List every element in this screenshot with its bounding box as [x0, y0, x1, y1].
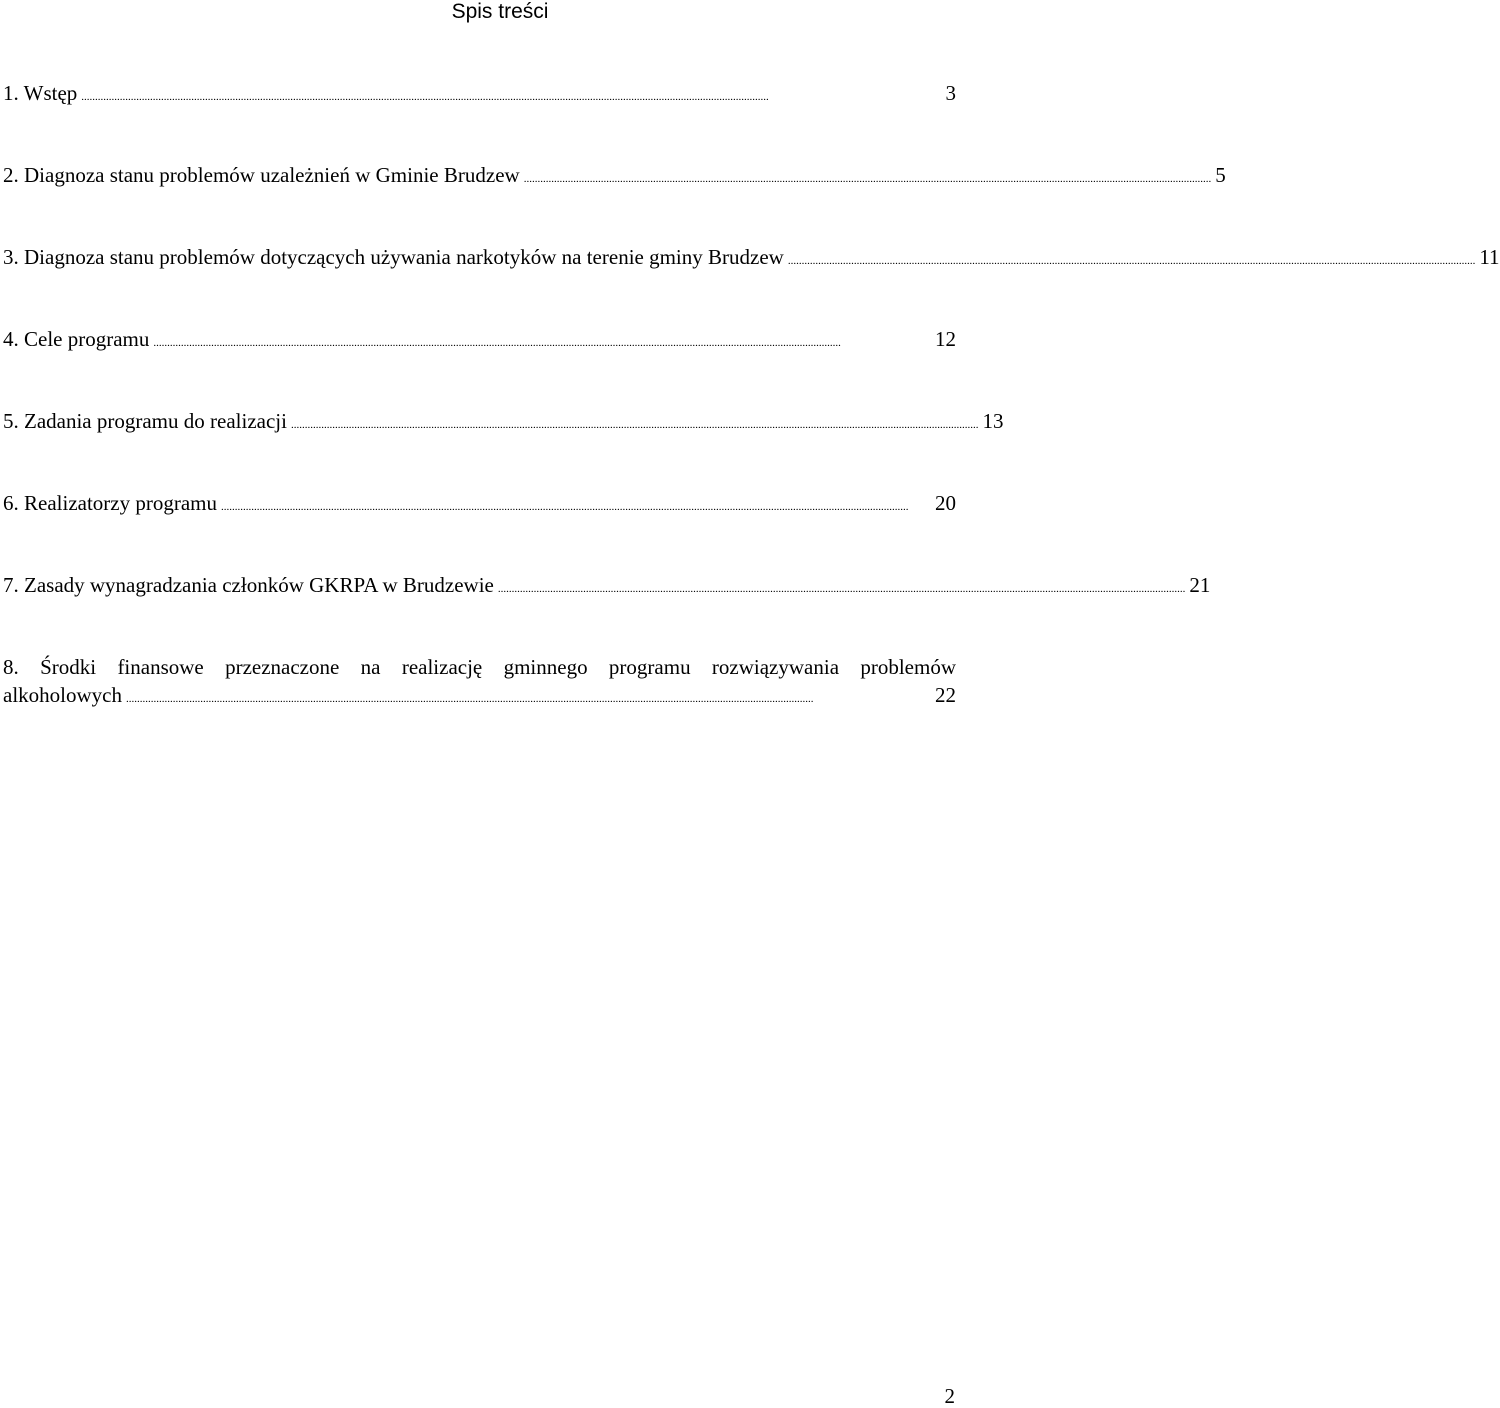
toc-entry-4[interactable] [3, 326, 956, 356]
toc-entry-text: 2. Diagnoza stanu problemów uzależnień w Gminie Brudzew [3, 163, 520, 187]
toc-entry-5[interactable] [3, 408, 1004, 438]
toc-entry-page: 21 [1189, 573, 1211, 597]
toc-leader-dots: .......................................................................................................................................................................................................................................................... [290, 419, 979, 431]
toc-entry-2[interactable] [3, 162, 1226, 192]
toc-leader-dots: .......................................................................................................................................................................................................................................................... [125, 693, 814, 705]
toc-entry-page: 12 [935, 327, 956, 351]
toc-entry-7[interactable] [3, 572, 1211, 602]
toc-leader-dots: .......................................................................................................................................................................................................................................................... [523, 173, 1212, 185]
toc-entry-page: 13 [982, 409, 1004, 433]
toc-entry-6[interactable] [3, 490, 956, 520]
toc-entry-page: 5 [1215, 163, 1226, 187]
toc-entry-page: 3 [945, 81, 956, 105]
toc-entry-text: 7. Zasady wynagradzania członków GKRPA w Brudzewie [3, 573, 494, 597]
toc-entry-text: 4. Cele programu [3, 327, 150, 351]
page-title: Spis treści [451, 0, 549, 23]
toc-entry-text: 6. Realizatorzy programu [3, 491, 217, 515]
toc-entry-text: alkoholowych [3, 683, 122, 707]
toc-entry-text: 3. Diagnoza stanu problemów dotyczących używania narkotyków na terenie gminy Brudzew [3, 245, 784, 269]
toc-leader-dots: .......................................................................................................................................................................................................................................................... [153, 337, 841, 349]
toc-entry-8[interactable] [3, 682, 956, 712]
toc-entry-3[interactable] [3, 244, 1500, 274]
toc-entry-page: 22 [935, 683, 956, 707]
toc-leader-dots: .......................................................................................................................................................................................................................................................... [497, 583, 1186, 595]
toc-entry-text: 1. Wstęp [3, 81, 78, 105]
toc-entry-page: 11 [1479, 245, 1500, 269]
toc-entry-1[interactable] [3, 80, 956, 110]
toc-leader-dots: .......................................................................................................................................................................................................................................................... [787, 255, 1476, 267]
toc-leader-dots: .......................................................................................................................................................................................................................................................... [81, 91, 769, 103]
toc-entry-page: 20 [935, 491, 956, 515]
page-number: 2 [944, 1384, 955, 1408]
toc-entry-8-line-1[interactable]: 8. Środki finansowe przeznaczone na realizację gminnego programu rozwiązywania problemów [3, 655, 956, 679]
toc-entry-text: 5. Zadania programu do realizacji [3, 409, 287, 433]
toc-leader-dots: .......................................................................................................................................................................................................................................................... [221, 501, 909, 513]
